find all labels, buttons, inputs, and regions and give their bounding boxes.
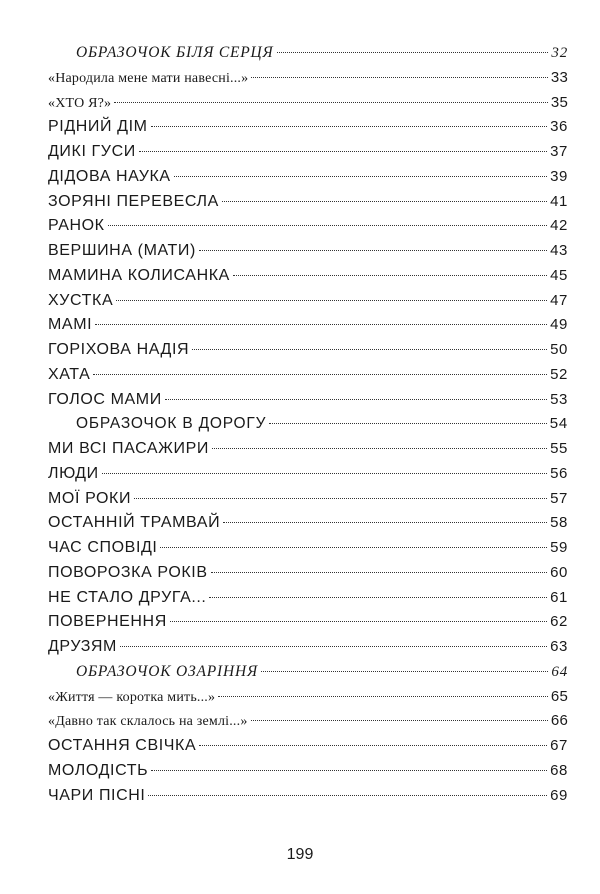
toc-entry-page: 52 bbox=[550, 365, 568, 383]
dot-leader bbox=[199, 250, 547, 251]
toc-entry-page: 68 bbox=[550, 761, 568, 779]
toc-entry bbox=[48, 143, 568, 168]
toc-entry bbox=[48, 267, 568, 292]
toc-entry-page: 50 bbox=[550, 341, 568, 358]
toc-entry bbox=[48, 638, 568, 663]
toc-entry-title: МОЇ РОКИ bbox=[48, 489, 132, 507]
dot-leader bbox=[151, 126, 548, 127]
toc-entry-page: 59 bbox=[550, 539, 568, 556]
dot-leader bbox=[120, 646, 547, 647]
dot-leader bbox=[199, 745, 547, 746]
toc-entry bbox=[48, 490, 568, 515]
toc-entry bbox=[48, 242, 568, 267]
dot-leader bbox=[218, 696, 548, 697]
toc-entry-title: ГОРІХОВА НАДІЯ bbox=[48, 341, 190, 358]
toc-entry-title: ДІДОВА НАУКА bbox=[48, 167, 171, 185]
toc-entry-page: 32 bbox=[551, 45, 568, 61]
toc-entry-page: 64 bbox=[551, 663, 568, 680]
dot-leader bbox=[174, 176, 547, 177]
toc-entry-page: 41 bbox=[550, 192, 568, 210]
toc-entry-page: 43 bbox=[550, 242, 568, 259]
toc-entry-page: 42 bbox=[550, 217, 568, 235]
dot-leader bbox=[116, 300, 547, 301]
toc-entry-page: 57 bbox=[550, 489, 568, 507]
toc-entry-page: 60 bbox=[550, 563, 568, 581]
toc-entry-title: ОСТАННІЙ ТРАМВАЙ bbox=[48, 514, 221, 532]
toc-entry bbox=[48, 217, 568, 242]
toc-entry-page: 56 bbox=[550, 464, 568, 482]
dot-leader bbox=[211, 572, 548, 573]
toc-entry bbox=[48, 465, 568, 490]
toc-entry bbox=[48, 564, 568, 589]
toc-entry-page: 55 bbox=[550, 440, 568, 457]
toc-entry bbox=[48, 440, 568, 465]
toc-section-heading bbox=[48, 44, 568, 69]
dot-leader bbox=[165, 399, 547, 400]
toc-entry-page: 58 bbox=[550, 514, 568, 532]
dot-leader bbox=[209, 597, 547, 598]
toc-entry-page: 67 bbox=[550, 737, 568, 754]
toc-entry-page: 65 bbox=[550, 687, 568, 705]
toc-entry-title: ЗОРЯНІ ПЕРЕВЕСЛА bbox=[48, 192, 219, 210]
dot-leader bbox=[151, 770, 547, 771]
toc-entry-title: ОБРАЗОЧОК В ДОРОГУ bbox=[76, 415, 267, 433]
toc-entry-page: 53 bbox=[550, 390, 568, 408]
toc-entry-title: ДРУЗЯМ bbox=[48, 638, 117, 655]
toc-entry bbox=[48, 539, 568, 564]
dot-leader bbox=[251, 77, 548, 78]
toc-entry-title: «Життя — коротка мить...» bbox=[48, 689, 216, 705]
dot-leader bbox=[134, 498, 547, 499]
toc-section-heading bbox=[48, 663, 568, 688]
dot-leader bbox=[222, 201, 547, 202]
toc-entry bbox=[48, 737, 568, 762]
dot-leader bbox=[277, 52, 549, 53]
toc-entry-title: ХУСТКА bbox=[48, 291, 114, 309]
toc-entry bbox=[48, 688, 568, 713]
toc-entry-page: 62 bbox=[550, 613, 568, 631]
dot-leader bbox=[170, 621, 547, 622]
toc-entry bbox=[48, 613, 568, 638]
toc-entry-title: ОСТАННЯ СВІЧКА bbox=[48, 737, 197, 754]
toc-entry bbox=[48, 762, 568, 787]
toc-entry-page: 37 bbox=[550, 143, 568, 160]
dot-leader bbox=[261, 671, 548, 672]
dot-leader bbox=[160, 547, 547, 548]
toc-entry-title: ЧАРИ ПІСНІ bbox=[48, 786, 146, 804]
toc-entry bbox=[48, 589, 568, 614]
toc-entry bbox=[48, 391, 568, 416]
toc-entry-title: МАМІ bbox=[48, 316, 93, 334]
dot-leader bbox=[93, 374, 547, 375]
toc-entry-page: 45 bbox=[550, 266, 568, 284]
dot-leader bbox=[114, 102, 548, 103]
toc-entry bbox=[48, 514, 568, 539]
toc-entry-title: ОБРАЗОЧОК БІЛЯ СЕРЦЯ bbox=[76, 44, 274, 61]
dot-leader bbox=[212, 448, 547, 449]
toc-entry bbox=[48, 341, 568, 366]
toc-entry bbox=[48, 69, 568, 94]
toc-entry-page: 49 bbox=[550, 316, 568, 334]
toc-entry bbox=[48, 168, 568, 193]
toc-entry-page: 47 bbox=[550, 291, 568, 309]
dot-leader bbox=[223, 522, 547, 523]
toc-entry-title: ХАТА bbox=[48, 365, 91, 383]
dot-leader bbox=[108, 225, 548, 226]
toc-entry-title: «ХТО Я?» bbox=[48, 95, 112, 111]
toc-entry bbox=[48, 94, 568, 119]
toc-entry-page: 69 bbox=[550, 786, 568, 804]
page-number: 199 bbox=[286, 846, 314, 863]
toc-entry-page: 61 bbox=[550, 588, 568, 606]
toc-entry-title: НЕ СТАЛО ДРУГА... bbox=[48, 588, 207, 606]
toc-entry-page: 33 bbox=[550, 68, 568, 86]
dot-leader bbox=[192, 349, 547, 350]
table-of-contents bbox=[48, 44, 568, 811]
toc-entry bbox=[48, 193, 568, 218]
dot-leader bbox=[269, 423, 546, 424]
toc-entry bbox=[48, 712, 568, 737]
toc-entry-title: ЧАС СПОВІДІ bbox=[48, 539, 158, 556]
toc-entry-title: «Народила мене мати навесні...» bbox=[48, 70, 249, 86]
toc-entry-title: РАНОК bbox=[48, 217, 105, 235]
dot-leader bbox=[251, 720, 548, 721]
toc-entry-page: 63 bbox=[550, 638, 568, 655]
toc-entry-title: «Давно так склалось на землі...» bbox=[48, 714, 248, 730]
toc-entry-page: 39 bbox=[550, 167, 568, 185]
toc-entry-title: ПОВОРОЗКА РОКІВ bbox=[48, 563, 208, 581]
toc-entry-page: 54 bbox=[549, 415, 568, 433]
toc-entry-title: ПОВЕРНЕННЯ bbox=[48, 613, 167, 631]
dot-leader bbox=[148, 795, 547, 796]
toc-entry bbox=[48, 292, 568, 317]
toc-entry bbox=[48, 787, 568, 812]
toc-entry-page: 66 bbox=[550, 712, 568, 730]
toc-entry-title: ЛЮДИ bbox=[48, 464, 99, 482]
toc-entry-page: 35 bbox=[550, 93, 568, 111]
toc-entry bbox=[48, 118, 568, 143]
toc-entry bbox=[48, 366, 568, 391]
toc-entry-title: ОБРАЗОЧОК ОЗАРІННЯ bbox=[76, 662, 258, 680]
dot-leader bbox=[233, 275, 547, 276]
toc-entry-title: РІДНИЙ ДІМ bbox=[48, 118, 148, 136]
toc-entry-title: ГОЛОС МАМИ bbox=[48, 390, 162, 408]
toc-entry-title: МИ ВСІ ПАСАЖИРИ bbox=[48, 440, 209, 457]
toc-entry-title: ДИКІ ГУСИ bbox=[48, 143, 136, 160]
toc-entry-page: 36 bbox=[550, 118, 568, 136]
dot-leader bbox=[95, 324, 547, 325]
dot-leader bbox=[102, 473, 547, 474]
toc-entry-title: МОЛОДІСТЬ bbox=[48, 761, 149, 779]
toc-section-heading bbox=[48, 415, 568, 440]
toc-entry bbox=[48, 316, 568, 341]
toc-entry-title: ВЕРШИНА (МАТИ) bbox=[48, 242, 196, 259]
dot-leader bbox=[139, 151, 547, 152]
toc-entry-title: МАМИНА КОЛИСАНКА bbox=[48, 266, 230, 284]
